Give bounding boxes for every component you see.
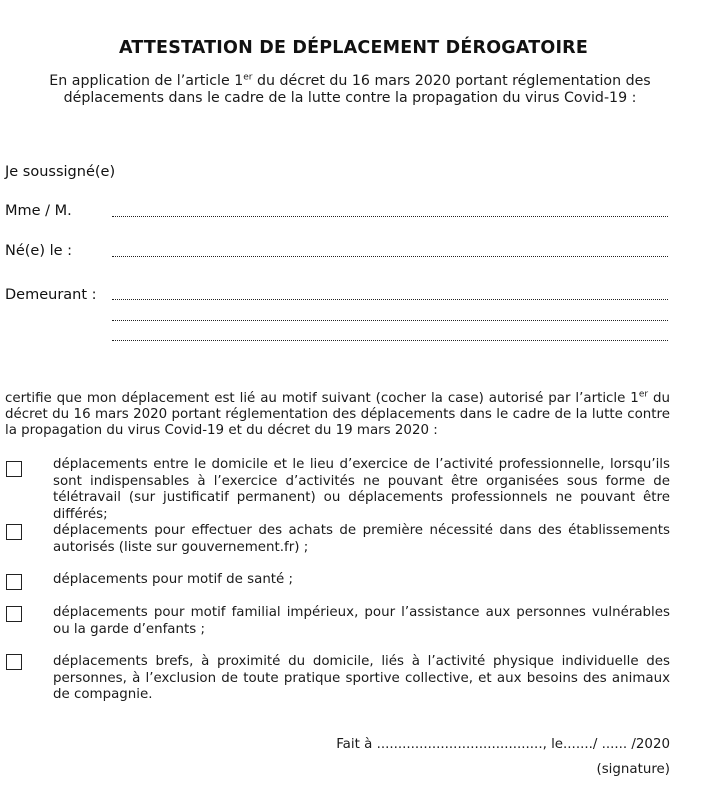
place-date-line: Fait à ......................................., le......./ ...... /2020	[336, 737, 670, 752]
certification-paragraph	[5, 391, 670, 439]
intro-paragraph	[30, 73, 670, 107]
name-field[interactable]	[112, 216, 668, 217]
option-shopping: déplacements pour effectuer des achats de première nécessité dans des établissements autorisés (liste sur gouvernement.fr) ;	[53, 523, 670, 555]
intro-line1-sup: er	[243, 72, 253, 83]
address-field-line-2[interactable]	[112, 320, 668, 321]
certification-text-a: certifie que mon déplacement est lié au motif suivant (cocher la case) autorisé par l’article 1	[5, 391, 639, 406]
birth-label: Né(e) le :	[5, 243, 73, 259]
option-exercise: déplacements brefs, à proximité du domicile, liés à l’activité physique individuelle des personnes, à l’exclusion de toute pratique sportive collective, et aux besoins des animaux de compagnie.	[53, 654, 670, 703]
signature-label: (signature)	[596, 762, 670, 777]
checkbox-family[interactable]	[6, 606, 22, 622]
checkbox-shopping[interactable]	[6, 524, 22, 540]
certification-sup: er	[638, 389, 649, 400]
checkbox-work[interactable]	[6, 461, 22, 477]
intro-line2: déplacements dans le cadre de la lutte contre la propagation du virus Covid-19 :	[63, 90, 637, 106]
intro-line1-a: En application de l’article 1	[49, 73, 244, 89]
option-family: déplacements pour motif familial impérieux, pour l’assistance aux personnes vulnérables ou la garde d’enfants ;	[53, 605, 670, 637]
checkbox-exercise[interactable]	[6, 654, 22, 670]
address-field-line-1[interactable]	[112, 299, 668, 300]
option-health: déplacements pour motif de santé ;	[53, 572, 294, 587]
document-title: ATTESTATION DE DÉPLACEMENT DÉROGATOIRE	[118, 38, 588, 58]
intro-line1-b: du décret du 16 mars 2020 portant réglementation des	[252, 73, 651, 89]
soussigne-label: Je soussigné(e)	[5, 164, 116, 180]
checkbox-health[interactable]	[6, 574, 22, 590]
address-label: Demeurant :	[5, 287, 97, 303]
certification-text-b: du décret du 16 mars 2020 portant réglementation des déplacements dans le cadre de la lutte contre la propagation du virus Covid-19 et du décret du 19 mars 2020 :	[5, 391, 670, 438]
name-label: Mme / M.	[5, 203, 72, 219]
option-work: déplacements entre le domicile et le lieu d’exercice de l’activité professionnelle, lorsqu’ils sont indispensables à l’exercice d’activités ne pouvant être organisées sous forme de télétravail (sur justificatif permanent) ou déplacements professionnels ne pouvant être différés;	[53, 457, 670, 522]
birth-field[interactable]	[112, 256, 668, 257]
address-field-line-3[interactable]	[112, 340, 668, 341]
